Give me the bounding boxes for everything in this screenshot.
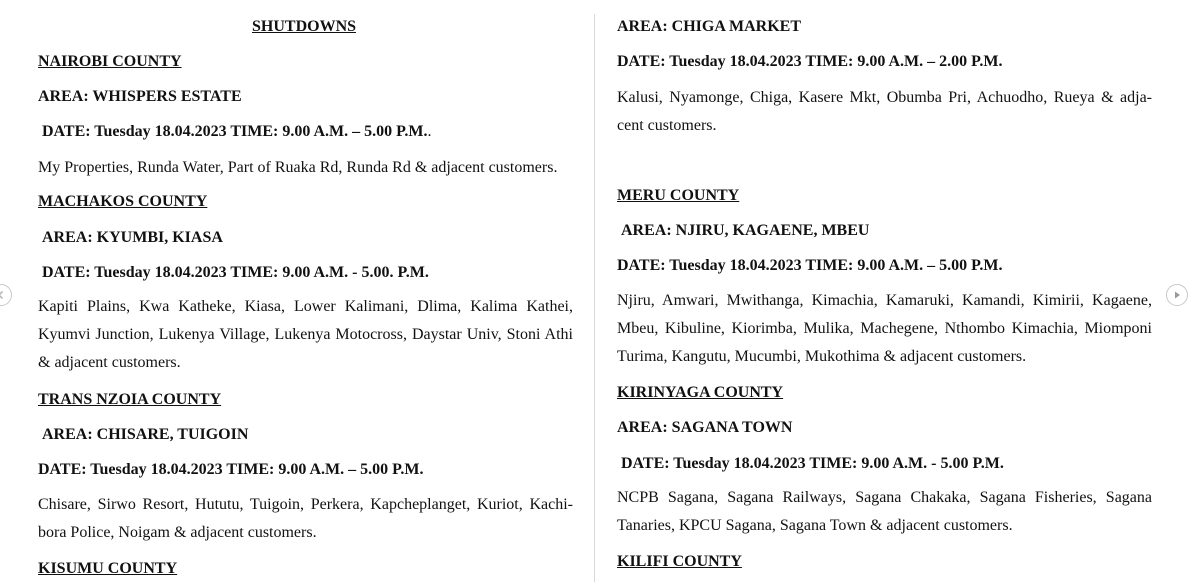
previous-page-button[interactable] xyxy=(0,284,12,306)
next-page-button[interactable] xyxy=(1166,284,1188,306)
county-title-kirinyaga: KIRINYAGA COUNTY xyxy=(617,384,784,401)
area-trans-nzoia: AREA: CHISARE, TUIGOIN xyxy=(42,426,249,443)
customers-trans-nzoia: Chisare, Sirwo Resort, Hututu, Tuigoin, Perkera, Kapcheplanget, Kuriot, Kachi-bora Police, Noigam & adjacent customers. xyxy=(38,496,573,541)
county-title-machakos: MACHAKOS COUNTY xyxy=(38,193,208,210)
county-title-kilifi: KILIFI COUNTY xyxy=(617,553,742,570)
county-title-kisumu: KISUMU COUNTY xyxy=(38,560,178,577)
datetime-nairobi: DATE: Tuesday 18.04.2023 TIME: 9.00 A.M. – 5.00 P.M.. xyxy=(42,123,432,140)
datetime-machakos: DATE: Tuesday 18.04.2023 TIME: 9.00 A.M. - 5.00. P.M. xyxy=(42,264,429,281)
datetime-kirinyaga: DATE: Tuesday 18.04.2023 TIME: 9.00 A.M. - 5.00 P.M. xyxy=(621,455,1004,472)
county-title-trans-nzoia: TRANS NZOIA COUNTY xyxy=(38,391,222,408)
customers-kirinyaga: NCPB Sagana, Sagana Railways, Sagana Chakaka, Sagana Fisheries, Sagana Tanaries, KPCU Sagana, Sagana Town & adjacent customers. xyxy=(617,489,1152,534)
column-divider xyxy=(594,14,595,582)
customers-machakos: Kapiti Plains, Kwa Katheke, Kiasa, Lower Kalimani, Dlima, Kalima Kathei, Kyumvi Junction, Lukenya Village, Lukenya Motocross, Daystar Univ, Stoni Athi & adjacent customers. xyxy=(38,298,573,371)
area-meru: AREA: NJIRU, KAGAENE, MBEU xyxy=(621,222,870,239)
customers-chiga: Kalusi, Nyamonge, Chiga, Kasere Mkt, Obumba Pri, Achuodho, Rueya & adja-cent customers. xyxy=(617,89,1152,134)
customers-meru: Njiru, Amwari, Mwithanga, Kimachia, Kamaruki, Kamandi, Kimirii, Kagaene, Mbeu, Kibuline, Kiorimba, Mulika, Machegene, Nthombo Kimachia, Miomponi Turima, Kangutu, Mucumbi, Mukothima & adjacent customers. xyxy=(617,292,1152,365)
datetime-meru: DATE: Tuesday 18.04.2023 TIME: 9.00 A.M. – 5.00 P.M. xyxy=(617,257,1003,274)
area-machakos: AREA: KYUMBI, KIASA xyxy=(42,229,223,246)
customers-nairobi: My Properties, Runda Water, Part of Ruaka Rd, Runda Rd & adjacent customers. xyxy=(38,159,558,176)
county-title-meru: MERU COUNTY xyxy=(617,187,740,204)
chevron-left-icon xyxy=(0,290,6,300)
datetime-chiga: DATE: Tuesday 18.04.2023 TIME: 9.00 A.M. – 2.00 P.M. xyxy=(617,53,1003,70)
datetime-trans-nzoia: DATE: Tuesday 18.04.2023 TIME: 9.00 A.M. – 5.00 P.M. xyxy=(38,461,424,478)
right-column xyxy=(617,0,1152,582)
area-kirinyaga: AREA: SAGANA TOWN xyxy=(617,419,793,436)
county-title-nairobi: NAIROBI COUNTY xyxy=(38,53,182,70)
play-right-icon xyxy=(1172,290,1182,300)
area-nairobi: AREA: WHISPERS ESTATE xyxy=(38,88,242,105)
left-column xyxy=(38,0,573,582)
area-chiga: AREA: CHIGA MARKET xyxy=(617,18,802,35)
page-heading: SHUTDOWNS xyxy=(252,18,357,35)
